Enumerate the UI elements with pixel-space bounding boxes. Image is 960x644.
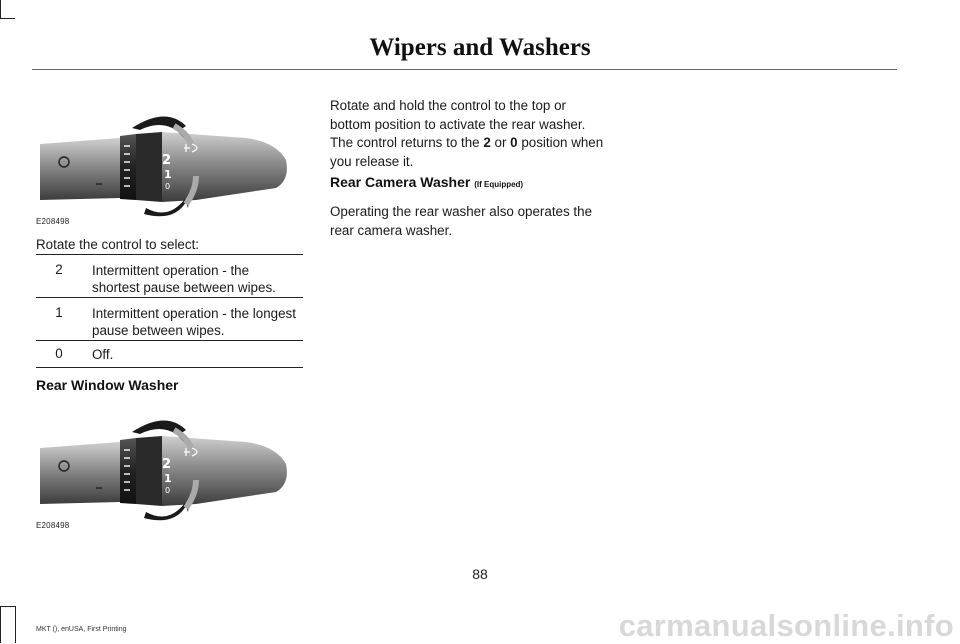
position-1-label: 1 xyxy=(164,168,172,181)
figure-code: E208498 xyxy=(36,521,70,530)
position-0-label: 0 xyxy=(165,182,171,191)
wiper-position-table xyxy=(36,254,303,368)
rear-camera-washer-heading xyxy=(330,174,523,190)
watermark: carmanualsonline.info xyxy=(618,608,954,643)
position-2-label: 2 xyxy=(162,457,172,472)
wiper-stalk-icon xyxy=(36,400,302,536)
position-number: 1 xyxy=(55,305,63,320)
crop-mark xyxy=(0,606,15,607)
rear-camera-washer-text: Operating the rear washer also operates the rear camera washer. xyxy=(330,204,593,238)
wiper-stalk-figure-1 xyxy=(36,96,302,232)
table-row xyxy=(36,298,303,341)
intro-text: Rotate the control to select: xyxy=(36,237,200,252)
camera-heading-text: Rear Camera Washer xyxy=(330,174,471,190)
page-title: Wipers and Washers xyxy=(369,34,591,61)
position-number: 2 xyxy=(55,262,63,277)
wiper-stalk-figure-2 xyxy=(36,400,302,536)
position-0-label: 0 xyxy=(165,486,171,495)
position-description: Intermittent operation - the longest pause between wipes. xyxy=(92,306,296,338)
position-2-ref: 2 xyxy=(483,135,491,150)
figure-code: E208498 xyxy=(36,217,70,226)
position-description: Off. xyxy=(92,347,114,362)
table-row xyxy=(36,341,303,368)
instruction-text: Rotate and hold the control to the top or bottom position to activate the rear washer. The control returns to the xyxy=(330,98,586,150)
position-0-ref: 0 xyxy=(510,135,518,150)
instruction-text-end: position when you release it. xyxy=(330,135,604,169)
crop-mark xyxy=(0,18,15,19)
page-number: 88 xyxy=(472,566,488,582)
crop-mark xyxy=(0,0,1,18)
header-rule xyxy=(32,69,897,70)
wiper-stalk-icon xyxy=(36,96,302,232)
rear-window-washer-heading: Rear Window Washer xyxy=(36,377,179,393)
crop-mark xyxy=(15,606,16,643)
instruction-or: or xyxy=(490,135,511,150)
table-row xyxy=(36,255,303,298)
rear-washer-instructions xyxy=(330,97,605,171)
position-number: 0 xyxy=(55,346,63,361)
if-equipped-note: (If Equipped) xyxy=(474,180,524,189)
footer-text: MKT (), enUSA, First Printing xyxy=(36,626,127,633)
crop-mark xyxy=(0,606,1,643)
position-2-label: 2 xyxy=(162,153,172,168)
position-1-label: 1 xyxy=(164,472,172,485)
position-description: Intermittent operation - the shortest pause between wipes. xyxy=(92,263,276,295)
